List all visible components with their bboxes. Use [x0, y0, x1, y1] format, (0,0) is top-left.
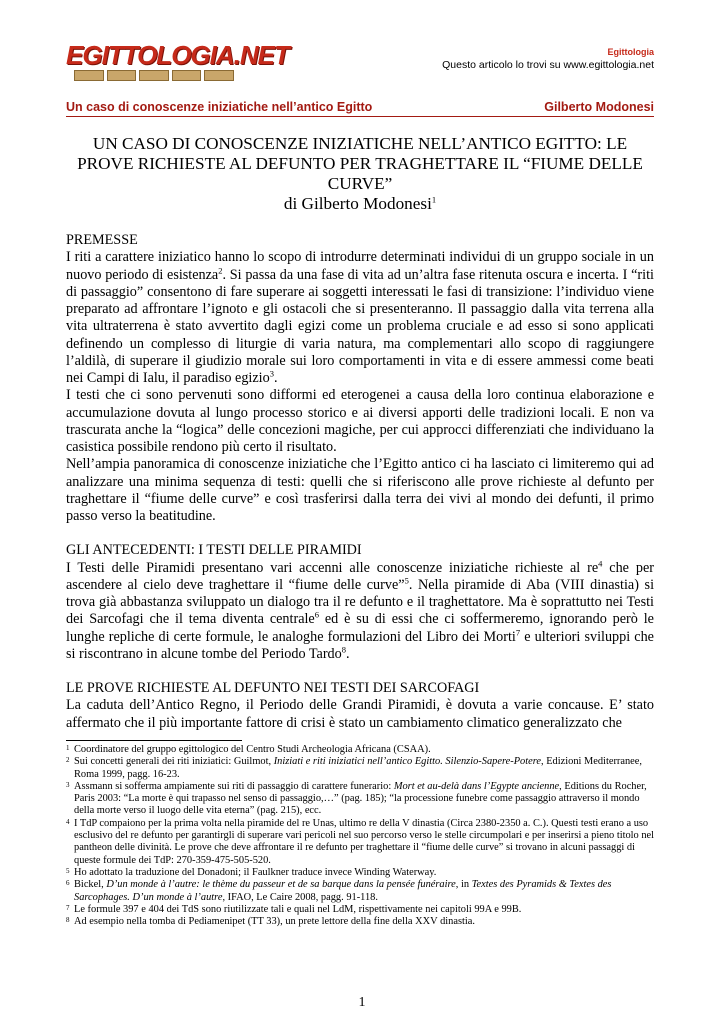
paragraph-premesse-1: I riti a carattere iniziatico hanno lo scopo di introdurre determinati individui di un gruppo sociale in un nuovo periodo di esistenza$^2$. Si passa da una fase di vita ad un’altra fase ritenuta oscura e incerta. I “riti di passaggio” consentono di fare superare ai soggetti interessati le fasi di transizione: l’individuo viene preparato ad affrontare l’ignoto e gli ostacoli che si presenteranno. Il passaggio dalla vita terrena alla vita ultraterrena è stato avvertito dagli egizi come un problema cruciale e ad esso si sono applicati definendo un complesso di liturgie di varia natura, ma complementari allo scopo di raggiungere l’aldilà, di superare il giudizio morale sui loro comportamenti in vita e di essere ammessi come beati nei Campi di Ialu, il paradiso egizio$^3$. — [66, 249, 654, 386]
logo-hieroglyph-strip — [74, 70, 234, 81]
footnote-4: 4 I TdP compaiono per la prima volta nella piramide del re Unas, ultimo re della V dinastia (Circa 2380-2350 a. C.). Questi testi erano a uso esclusivo del re defunto per garantirgli di superare vari pericoli nel suo percorso verso le stelle circumpolari e per inserirsi a pieno titolo nel pantheon delle divinità. Le prove che deve affrontare il re defunto per traghettare il “fiume delle curve” si trovano in alcuni passaggi di queste formule dei TdP: 270-359-475-505-520. — [66, 817, 655, 866]
header-note: Questo articolo lo trovi su www.egittologia.net — [442, 59, 654, 71]
header-source — [442, 46, 654, 72]
heading-sarcofagi: LE PROVE RICHIESTE AL DEFUNTO NEI TESTI DEI SARCOFAGI — [66, 680, 480, 696]
heading-antecedenti: GLI ANTECEDENTI: I TESTI DELLE PIRAMIDI — [66, 542, 362, 559]
footnote-ref-6[interactable]: 6 — [314, 609, 319, 620]
footnote-divider — [66, 740, 242, 741]
footnote-2: 2 Sui concetti generali dei riti iniziatici: Guilmot, Iniziati e riti iniziatici nell’antico Egitto. Silenzio-Sapere-Potere, Edizioni Mediterranee, Roma 1999, pagg. 16-23. — [66, 756, 642, 780]
header-brand: Egittologia — [607, 47, 654, 57]
footnote-ref-3[interactable]: 3 — [269, 368, 274, 379]
paragraph-antecedenti: I Testi delle Piramidi presentano vari accenni alle conoscenze iniziatiche richieste al $re^4$ che per ascendere al cielo deve traghettare il “fiume delle curve”$^5$. Nella piramide di Aba (VIII dinastia) si trova già abbastanza sviluppato un dialogo tra il re defunto e il traghettatore. Ma è soprattutto nei Testi dei Sarcofagi che il tema diventa centrale$^6$ ed è su di essi che ci soffermeremo, ignorando però le lunghe repliche di certe formule, le analoghe formulazioni del Libro dei Morti$^7$ e ulteriori sviluppi che si riscontrano in alcune tombe del Periodo Tardo$^8$. — [66, 557, 655, 662]
footnote-ref-4[interactable]: 4 — [598, 557, 603, 568]
article-body — [66, 232, 654, 732]
running-head — [66, 100, 654, 117]
page-number: 1 — [358, 995, 366, 1010]
paragraph-sarcofagi: La caduta dell’Antico Regno, il Periodo delle Grandi Piramidi, è dovuta a varie concause. E’ stato affermato che il più importante fattore di crisi è stato un cambiamento climatico generalizzato che — [66, 697, 654, 731]
paragraph-premesse-3: Nell’ampia panoramica di conoscenze iniziatiche che l’Egitto antico ci ha lasciato ci limiteremo qui ad analizzare una minima sequenza di testi: quelli che si riferiscono alle prove richieste al defunto per traghettare il “fiume delle curve” e così trasferirsi dalla terra dei vivi al mondo dei defunti, il primo passo verso la beatitudine. — [66, 456, 654, 524]
running-head-author: Gilberto Modonesi — [544, 100, 654, 114]
heading-premesse: PREMESSE — [66, 232, 138, 248]
paragraph-premesse-2: I testi che ci sono pervenuti sono difformi ed eterogenei a causa della loro continua elaborazione e accumulazione dovuta al lungo processo storico e ai diversi apporti delle tradizioni locali. E non va trascurata anche la “logica” delle concezioni magiche, per cui approcci differenziati che individuano la casistica possibile rendono più certo il risultato. — [66, 387, 654, 455]
title-line-2: PROVE RICHIESTE AL DEFUNTO PER TRAGHETTARE IL “FIUME DELLE — [77, 154, 643, 173]
title-line-3: CURVE” — [327, 174, 393, 193]
footnote-7: 7 Le formule 397 e 404 dei TdS sono riutilizzate tali e quali nel LdM, rispettivamente nei capitoli 99A e 99B. — [66, 903, 522, 915]
logo-text: EGITTOLOGIA.NET — [66, 40, 289, 70]
article-title — [66, 134, 654, 214]
footnote-1: 1 Coordinatore del gruppo egittologico del Centro Studi Archeologia Africana (CSAA). — [66, 744, 431, 755]
footnote-8: 8 Ad esempio nella tomba di Pediamenipet (TT 33), un prete lettore della fine della XXV dinastia. — [66, 916, 475, 928]
footnote-ref-1[interactable]: 1 — [431, 194, 437, 205]
footnotes — [66, 744, 656, 928]
egittologia-logo[interactable] — [66, 40, 289, 80]
running-head-title: Un caso di conoscenze iniziatiche nell’antico Egitto — [66, 100, 373, 114]
footnote-ref-8[interactable]: 8 — [341, 644, 346, 655]
byline-text: di Gilberto Modonesi — [283, 194, 432, 213]
footnote-6: 6 Bickel, D’un monde à l’autre: le thème du passeur et de sa barque dans la pensée funéraire, in Textes des Pyramids & Textes des Sarcophages. D’un monde à l’autre, IFAO, Le Caire 2008, pagg. 91-118. — [66, 879, 612, 903]
footnote-5: 5 Ho adottato la traduzione del Donadoni; il Faulkner traduce invece Winding Waterway. — [66, 866, 437, 878]
byline — [66, 194, 654, 214]
footnote-3: 3 Assmann si sofferma ampiamente sui riti di passaggio di carattere funerario: Mort et au-delà dans l’Egypte ancienne, Editions du Rocher, Paris 2003: “La morte è qui trapasso nel senso di passaggio,…” (pag. 185); “la processione funebre come passaggio attraverso il mondo della morte verso il luogo delle vita eterna” (pag. 215), ecc. — [66, 780, 647, 817]
footnote-ref-7[interactable]: 7 — [515, 626, 521, 637]
footnote-ref-5[interactable]: 5 — [404, 575, 409, 586]
title-line-1: UN CASO DI CONOSCENZE INIZIATICHE NELL’ANTICO EGITTO: LE — [92, 134, 628, 153]
footnote-ref-2[interactable]: 2 — [218, 264, 223, 275]
